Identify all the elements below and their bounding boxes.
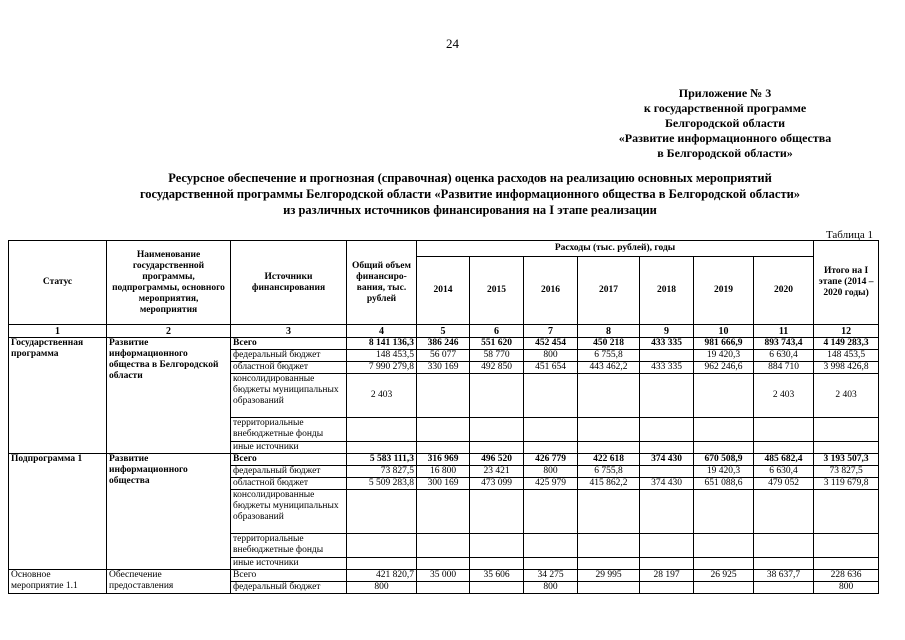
col-number: 11 [754,325,814,338]
header-status: Статус [9,241,107,325]
cell-year [417,374,470,418]
cell-year: 56 077 [417,350,470,362]
col-number: 7 [524,325,578,338]
table-row [9,570,879,582]
row-source: Всего [231,454,347,466]
cell-year [694,534,754,558]
cell-year [640,374,694,418]
cell-year [640,534,694,558]
cell-final: 148 453,5 [814,350,879,362]
cell-year: 330 169 [417,362,470,374]
cell-year [640,442,694,454]
col-number: 4 [347,325,417,338]
cell-final [814,418,879,442]
cell-year [578,418,640,442]
cell-year [417,418,470,442]
cell-year [754,490,814,534]
cell-total: 73 827,5 [347,466,417,478]
cell-final: 228 636 [814,570,879,582]
header-year: 2014 [417,257,470,325]
cell-year: 6 755,8 [578,350,640,362]
cell-year: 35 000 [417,570,470,582]
header-final: Итого на I этапе (2014 – 2020 годы) [814,241,879,325]
cell-year: 6 630,4 [754,350,814,362]
cell-year [524,558,578,570]
cell-total: 2 403 [347,374,417,418]
funding-table [8,240,879,594]
cell-final [814,490,879,534]
cell-year: 893 743,4 [754,338,814,350]
row-source: консолидированные бюджеты муниципальных образований [231,374,347,418]
cell-year: 981 666,9 [694,338,754,350]
cell-year: 19 420,3 [694,466,754,478]
row-source: консолидированные бюджеты муниципальных образований [231,490,347,534]
cell-year: 452 454 [524,338,578,350]
appendix-line: в Белгородской области» [657,146,793,160]
cell-final: 73 827,5 [814,466,879,478]
cell-total [347,490,417,534]
header-year: 2017 [578,257,640,325]
cell-year [754,534,814,558]
cell-year: 28 197 [640,570,694,582]
cell-total: 148 453,5 [347,350,417,362]
header-year: 2020 [754,257,814,325]
col-number: 6 [470,325,524,338]
cell-year [754,442,814,454]
cell-year [640,350,694,362]
cell-final: 3 998 426,8 [814,362,879,374]
row-status: Государственная программа [9,338,107,454]
cell-year [640,558,694,570]
cell-final: 3 193 507,3 [814,454,879,466]
cell-year [578,582,640,594]
header-year: 2015 [470,257,524,325]
cell-year [694,582,754,594]
cell-year [417,534,470,558]
cell-year [470,418,524,442]
col-number: 3 [231,325,347,338]
header-name: Наименование государственной программы, подпрограммы, основного мероприятия, мероприятия [107,241,231,325]
cell-year [578,442,640,454]
cell-final: 4 149 283,3 [814,338,879,350]
cell-year [524,418,578,442]
row-status: Основное мероприятие 1.1 [9,570,107,594]
page-number: 24 [446,36,459,51]
cell-year: 492 850 [470,362,524,374]
cell-total: 5 583 111,3 [347,454,417,466]
cell-final [814,534,879,558]
cell-year: 433 335 [640,362,694,374]
cell-year [524,534,578,558]
cell-year: 962 246,6 [694,362,754,374]
cell-year [640,582,694,594]
cell-final [814,558,879,570]
cell-year: 433 335 [640,338,694,350]
cell-year [578,490,640,534]
row-source: федеральный бюджет [231,466,347,478]
cell-final: 2 403 [814,374,879,418]
cell-total [347,418,417,442]
col-number: 8 [578,325,640,338]
cell-year: 473 099 [470,478,524,490]
cell-year: 443 462,2 [578,362,640,374]
cell-year [694,442,754,454]
cell-year [694,418,754,442]
cell-year: 450 218 [578,338,640,350]
cell-year: 6 630,4 [754,466,814,478]
cell-year [754,418,814,442]
cell-total: 5 509 283,8 [347,478,417,490]
cell-total [347,558,417,570]
cell-year: 670 508,9 [694,454,754,466]
cell-year [417,490,470,534]
header-expenses: Расходы (тыс. рублей), годы [417,241,814,257]
cell-final [814,442,879,454]
cell-year [470,442,524,454]
row-source: иные источники [231,558,347,570]
appendix-line: Белгородской области [664,116,786,130]
cell-total [347,534,417,558]
cell-year: 425 979 [524,478,578,490]
cell-year [640,466,694,478]
col-number: 9 [640,325,694,338]
row-source: иные источники [231,442,347,454]
cell-total: 421 820,7 [347,570,417,582]
table-row [9,454,879,466]
cell-total: 800 [347,582,417,594]
cell-year: 300 169 [417,478,470,490]
cell-year: 485 682,4 [754,454,814,466]
row-source: федеральный бюджет [231,350,347,362]
cell-year: 496 520 [470,454,524,466]
cell-year [754,558,814,570]
header-sources: Источники финансирования [231,241,347,325]
cell-year [694,558,754,570]
row-source: Всего [231,338,347,350]
title-line: Ресурсное обеспечение и прогнозная (справочная) оценка расходов на реализацию основных мероприятий [168,171,772,185]
cell-year [640,418,694,442]
cell-year [470,534,524,558]
cell-year: 422 618 [578,454,640,466]
cell-year: 426 779 [524,454,578,466]
cell-year: 415 862,2 [578,478,640,490]
document-title [40,170,900,218]
row-name: Развитие информационного общества в Белгородской области [107,338,231,454]
cell-year [417,582,470,594]
cell-year [524,442,578,454]
appendix-line: к государственной программе [643,101,807,115]
title-line: государственной программы Белгородской области «Развитие информационного общества в Белгородской области» [139,187,801,201]
header-year: 2019 [694,257,754,325]
cell-year [470,558,524,570]
cell-year: 651 088,6 [694,478,754,490]
cell-final: 800 [814,582,879,594]
cell-year [524,374,578,418]
cell-year [578,374,640,418]
cell-final: 3 119 679,8 [814,478,879,490]
cell-year [470,582,524,594]
cell-year: 16 800 [417,466,470,478]
cell-year: 374 430 [640,454,694,466]
cell-year: 800 [524,582,578,594]
col-number: 2 [107,325,231,338]
table-label: Таблица 1 [825,229,873,241]
cell-total [347,442,417,454]
cell-year: 451 654 [524,362,578,374]
cell-year [470,490,524,534]
cell-year: 2 403 [754,374,814,418]
cell-year: 386 246 [417,338,470,350]
cell-year: 884 710 [754,362,814,374]
cell-year: 23 421 [470,466,524,478]
row-source: территориальные внебюджетные фонды [231,534,347,558]
cell-year [694,490,754,534]
cell-year: 38 637,7 [754,570,814,582]
cell-year [470,374,524,418]
cell-year: 551 620 [470,338,524,350]
cell-year: 35 606 [470,570,524,582]
row-source: территориальные внебюджетные фонды [231,418,347,442]
table-row [9,338,879,350]
cell-year: 58 770 [470,350,524,362]
row-name: Развитие информационного общества [107,454,231,570]
col-number: 1 [9,325,107,338]
cell-year: 6 755,8 [578,466,640,478]
cell-year [754,582,814,594]
col-number: 12 [814,325,879,338]
cell-total: 7 990 279,8 [347,362,417,374]
cell-year [694,374,754,418]
header-total: Общий объем финансиро-вания, тыс. рублей [347,241,417,325]
row-source: областной бюджет [231,478,347,490]
title-line: из различных источников финансирования на I этапе реализации [283,203,657,217]
row-source: областной бюджет [231,362,347,374]
header-year: 2018 [640,257,694,325]
col-number: 5 [417,325,470,338]
col-number: 10 [694,325,754,338]
cell-year: 800 [524,350,578,362]
cell-year: 26 925 [694,570,754,582]
row-status: Подпрограмма 1 [9,454,107,570]
cell-year: 374 430 [640,478,694,490]
row-source: федеральный бюджет [231,582,347,594]
header-year: 2016 [524,257,578,325]
appendix-line: «Развитие информационного общества [618,131,832,145]
cell-year [417,558,470,570]
cell-year [640,490,694,534]
cell-year [524,490,578,534]
cell-year: 316 969 [417,454,470,466]
appendix-line: Приложение № 3 [678,86,772,100]
cell-year: 19 420,3 [694,350,754,362]
cell-total: 8 141 136,3 [347,338,417,350]
cell-year [578,558,640,570]
cell-year: 800 [524,466,578,478]
cell-year: 34 275 [524,570,578,582]
cell-year: 29 995 [578,570,640,582]
row-name: Обеспечение предоставления [107,570,231,594]
cell-year [578,534,640,558]
cell-year [417,442,470,454]
row-source: Всего [231,570,347,582]
appendix-block [560,86,890,161]
cell-year: 479 052 [754,478,814,490]
